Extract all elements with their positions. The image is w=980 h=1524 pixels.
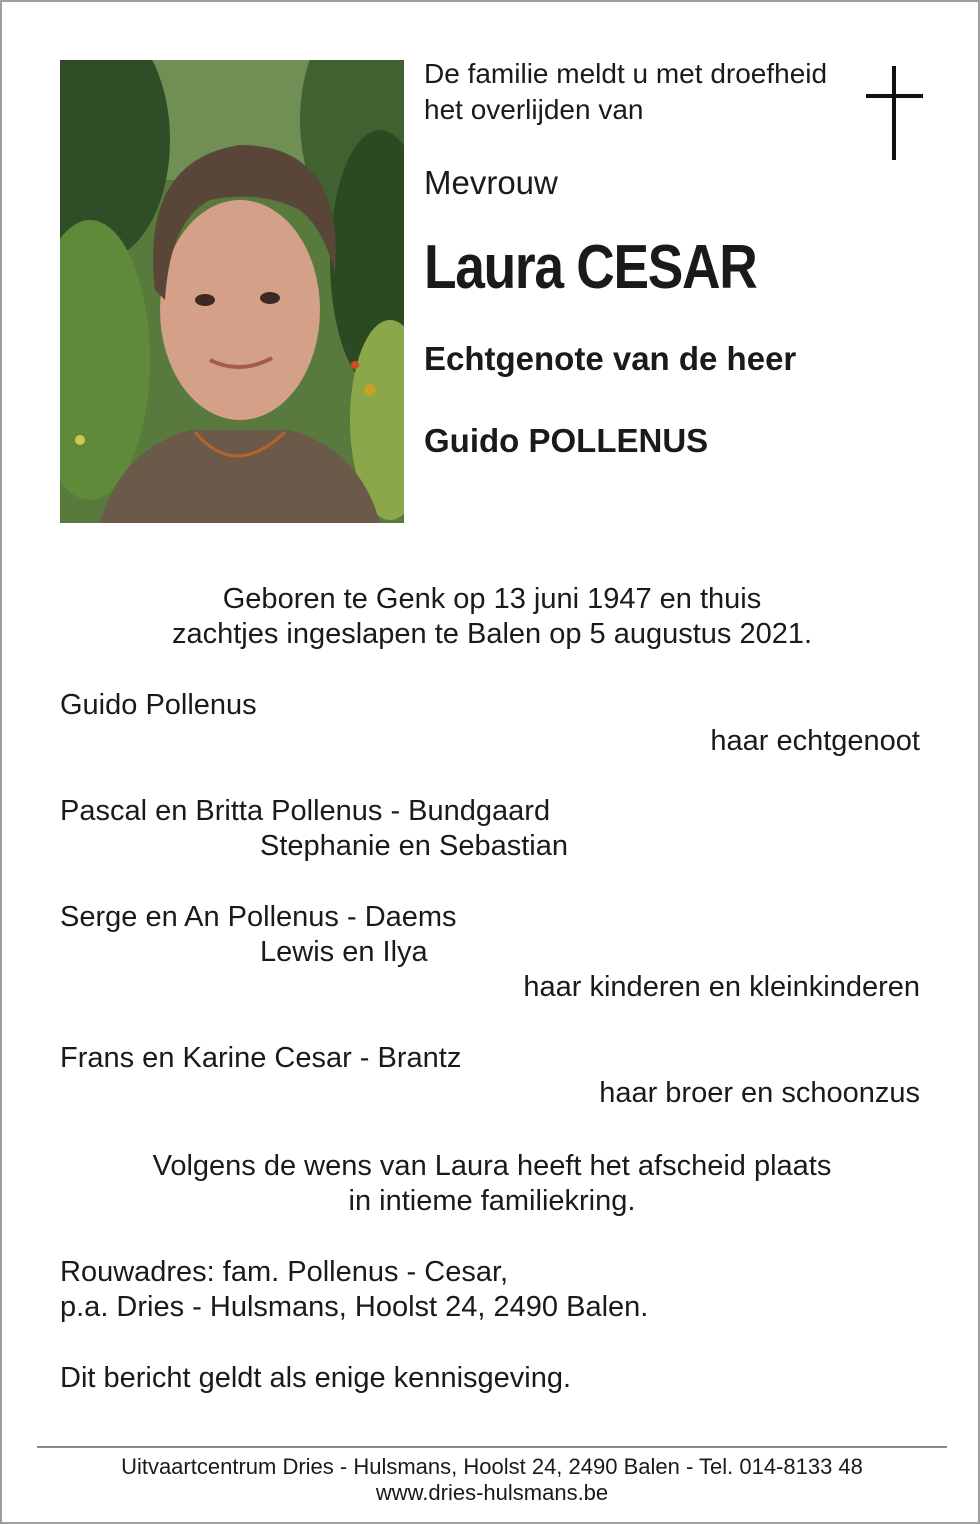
husband-name: Guido Pollenus bbox=[60, 689, 257, 721]
child-1: Pascal en Britta Pollenus - Bundgaard bbox=[60, 795, 551, 827]
farewell-line-1: Volgens de wens van Laura heeft het afscheid plaats bbox=[152, 1150, 832, 1182]
sibling-role: haar broer en schoonzus bbox=[599, 1077, 920, 1109]
address-line-2: p.a. Dries - Hulsmans, Hoolst 24, 2490 Balen. bbox=[60, 1291, 649, 1323]
footer-address: Uitvaartcentrum Dries - Hulsmans, Hoolst 24, 2490 Balen - Tel. 014-8133 48 bbox=[121, 1454, 863, 1479]
farewell-line-2: in intieme familiekring. bbox=[348, 1185, 636, 1217]
children-role: haar kinderen en kleinkinderen bbox=[523, 971, 920, 1003]
notice: Dit bericht geldt als enige kennisgeving. bbox=[60, 1362, 572, 1394]
grandchildren-2: Lewis en Ilya bbox=[260, 936, 428, 968]
address-line-1: Rouwadres: fam. Pollenus - Cesar, bbox=[60, 1256, 509, 1288]
child-2: Serge en An Pollenus - Daems bbox=[60, 901, 457, 933]
spouse-label: Echtgenote van de heer bbox=[424, 340, 797, 377]
intro-text: De familie meldt u met droefheid het overlijden van bbox=[424, 58, 828, 125]
deceased-name: Laura CESAR bbox=[424, 233, 757, 302]
grandchildren-1: Stephanie en Sebastian bbox=[260, 830, 568, 862]
footer-website[interactable]: www.dries-hulsmans.be bbox=[375, 1480, 609, 1505]
portrait-photo bbox=[60, 60, 404, 523]
spouse-name: Guido POLLENUS bbox=[424, 422, 709, 459]
husband-role: haar echtgenoot bbox=[710, 725, 920, 757]
cross-icon bbox=[866, 66, 926, 160]
footer-divider bbox=[37, 1446, 947, 1448]
sibling: Frans en Karine Cesar - Brantz bbox=[60, 1042, 462, 1074]
birth-line-2: zachtjes ingeslapen te Balen op 5 augustus 2021. bbox=[171, 618, 813, 650]
birth-line-1: Geboren te Genk op 13 juni 1947 en thuis bbox=[222, 583, 762, 615]
honorific: Mevrouw bbox=[424, 164, 558, 201]
